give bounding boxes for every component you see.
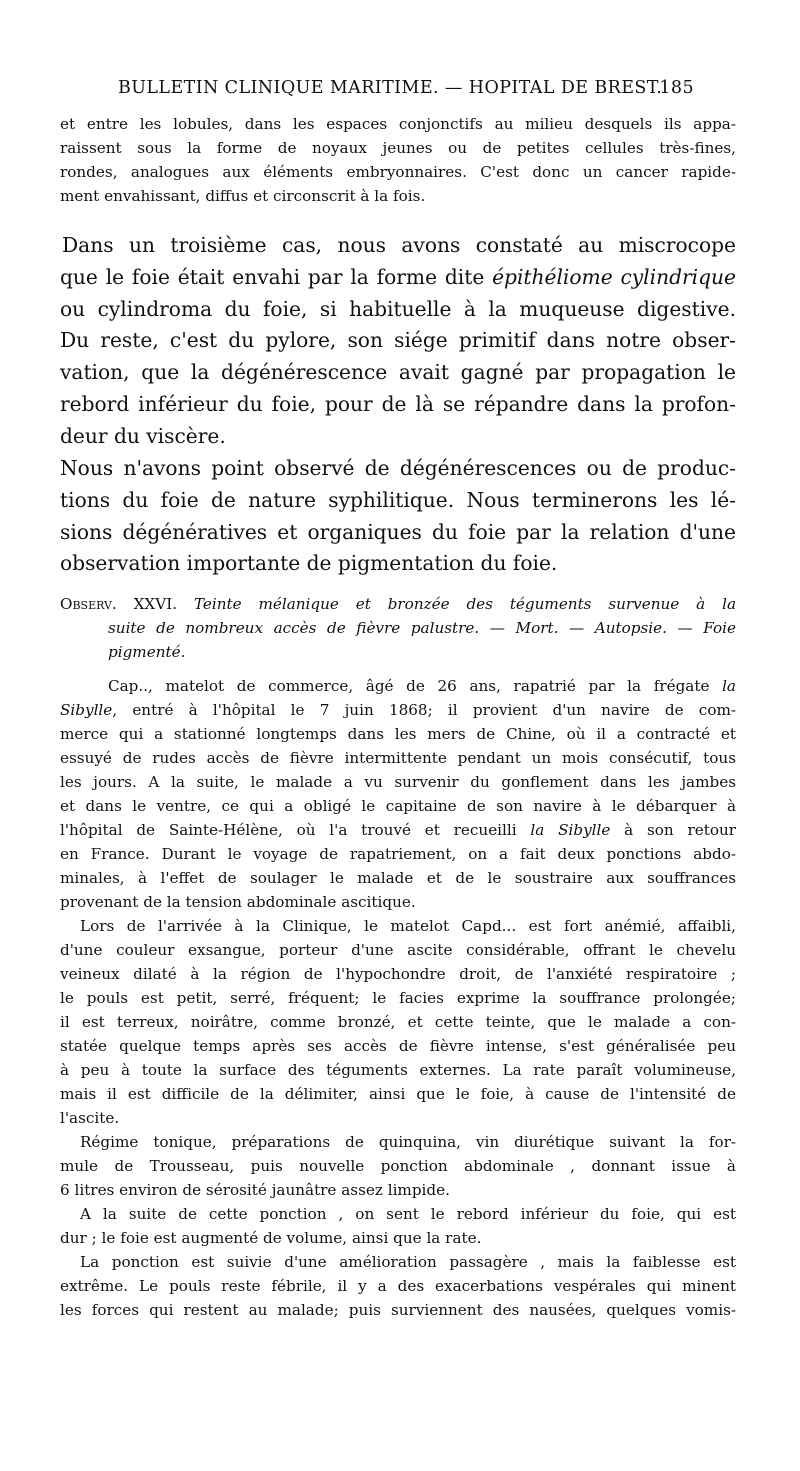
text-run: l'hôpital de Sainte-Hélène, où l'a trouvé et recueilli	[60, 821, 531, 839]
text-line: ou cylindroma du foie, si habituelle à la muqueuse digestive.	[60, 296, 736, 321]
text-line: et entre les lobules, dans les espaces conjonctifs au milieu desquels ils appa-	[60, 115, 736, 133]
paragraph-improvement	[60, 1250, 736, 1322]
running-title: BULLETIN CLINIQUE MARITIME. — HOPITAL DE BREST.	[118, 78, 663, 98]
observation-title-line: Teinte mélanique et bronzée des téguments survenue à la	[193, 595, 736, 613]
text-line: Régime tonique, préparations de quinquina, vin diurétique suivant la for-	[80, 1133, 736, 1151]
text-line: La ponction est suivie d'une amélioration passagère , mais la faiblesse est	[80, 1253, 736, 1271]
paragraph-after-puncture	[60, 1202, 736, 1250]
ship-name: la Sibylle	[530, 821, 611, 839]
text-line: le pouls est petit, serré, fréquent; le facies exprime la souffrance prolongée;	[60, 989, 736, 1007]
text-line: les forces qui restent au malade; puis surviennent des nausées, quelques vomis-	[60, 1301, 736, 1319]
text-line: vation, que la dégénérescence avait gagné par propagation le	[60, 360, 736, 385]
text-line: statée quelque temps après ses accès de fièvre intense, s'est généralisée peu	[60, 1037, 736, 1055]
text-line: extrême. Le pouls reste fébrile, il y a des exacerbations vespérales qui minent	[60, 1277, 736, 1295]
italic-term: épithéliome cylindrique	[492, 264, 736, 289]
paragraph-syphilitic	[60, 453, 736, 580]
text-line: veineux dilaté à la région de l'hypochondre droit, de l'anxiété respiratoire ;	[60, 965, 736, 983]
text-line: tions du foie de nature syphilitique. Nous terminerons les lé-	[60, 487, 736, 512]
text-line: minales, à l'effet de soulager le malade et de le soustraire aux souffrances	[60, 869, 736, 887]
text-line: dur ; le foie est augmenté de volume, ainsi que la rate.	[60, 1229, 482, 1247]
observation-label: Observ. XXVI.	[60, 595, 178, 613]
text-run: Cap.., matelot de commerce, âgé de 26 ans, rapatrié par la frégate	[108, 677, 723, 695]
text-line: rondes, analogues aux éléments embryonnaires. C'est donc un cancer rapide-	[60, 163, 736, 181]
text-line	[60, 592, 736, 616]
text-line: mais il est difficile de la délimiter, ainsi que le foie, à cause de l'intensité de	[60, 1085, 736, 1103]
ship-name: la	[722, 677, 736, 695]
paragraph-third-case	[60, 230, 736, 453]
text-line: Du reste, c'est du pylore, son siége primitif dans notre obser-	[60, 328, 736, 353]
text-run: à son retour	[610, 821, 736, 839]
text-line	[60, 698, 736, 722]
text-line	[60, 674, 736, 698]
observation-title-line: pigmenté.	[108, 643, 186, 661]
text-line: merce qui a stationné longtemps dans les mers de Chine, où il a contracté et	[60, 725, 736, 743]
text-line: raissent sous la forme de noyaux jeunes ou de petites cellules très-fines,	[60, 139, 736, 157]
text-line: essuyé de rudes accès de fièvre intermittente pendant un mois consécutif, tous	[60, 749, 736, 767]
observation-title-line: suite de nombreux accès de fièvre palustre. — Mort. — Autopsie. — Foie	[108, 619, 736, 637]
text-line: provenant de la tension abdominale ascitique.	[60, 893, 416, 911]
text-line: Nous n'avons point observé de dégénérescences ou de produc-	[60, 456, 736, 480]
text-line: l'ascite.	[60, 1109, 120, 1127]
text-line: en France. Durant le voyage de rapatriement, on a fait deux ponctions abdo-	[60, 845, 736, 863]
text-line	[60, 818, 736, 842]
page-number: 185	[659, 78, 694, 98]
running-header	[118, 78, 694, 98]
text-line: ment envahissant, diffus et circonscrit à la fois.	[60, 187, 426, 205]
text-line: Dans un troisième cas, nous avons constaté au miscrocope	[62, 233, 736, 257]
text-line: Lors de l'arrivée à la Clinique, le matelot Capd... est fort anémié, affaibli,	[80, 917, 736, 935]
text-line: A la suite de cette ponction , on sent le rebord inférieur du foie, qui est	[80, 1205, 736, 1223]
paragraph-case-history	[60, 674, 736, 914]
text-line: à peu à toute la surface des téguments externes. La rate paraît volumineuse,	[60, 1061, 736, 1079]
text-line: rebord inférieur du foie, pour de là se répandre dans la profon-	[60, 391, 736, 416]
text-line: sions dégénératives et organiques du foie par la relation d'une	[60, 519, 736, 544]
text-run: que le foie était envahi par la forme dite	[60, 264, 493, 289]
observation-heading	[60, 592, 736, 664]
paragraph-continuation	[60, 112, 736, 208]
text-line: et dans le ventre, ce qui a obligé le capitaine de son navire à le débarquer à	[60, 797, 736, 815]
text-line: mule de Trousseau, puis nouvelle ponction abdominale , donnant issue à	[60, 1157, 736, 1175]
text-line: d'une couleur exsangue, porteur d'une ascite considérable, offrant le chevelu	[60, 941, 736, 959]
ship-name: Sibylle	[60, 701, 113, 719]
paragraph-regimen	[60, 1130, 736, 1202]
text-line: deur du viscère.	[60, 423, 226, 448]
text-line: les jours. A la suite, le malade a vu survenir du gonflement dans les jambes	[60, 773, 736, 791]
text-line: il est terreux, noirâtre, comme bronzé, et cette teinte, que le malade a con-	[60, 1013, 736, 1031]
text-run: , entré à l'hôpital le 7 juin 1868; il provient d'un navire de com-	[112, 701, 736, 719]
text-line: observation importante de pigmentation du foie.	[60, 551, 558, 576]
paragraph-arrival	[60, 914, 736, 1130]
text-line: 6 litres environ de sérosité jaunâtre assez limpide.	[60, 1181, 450, 1199]
text-line-with-italic	[60, 262, 736, 294]
